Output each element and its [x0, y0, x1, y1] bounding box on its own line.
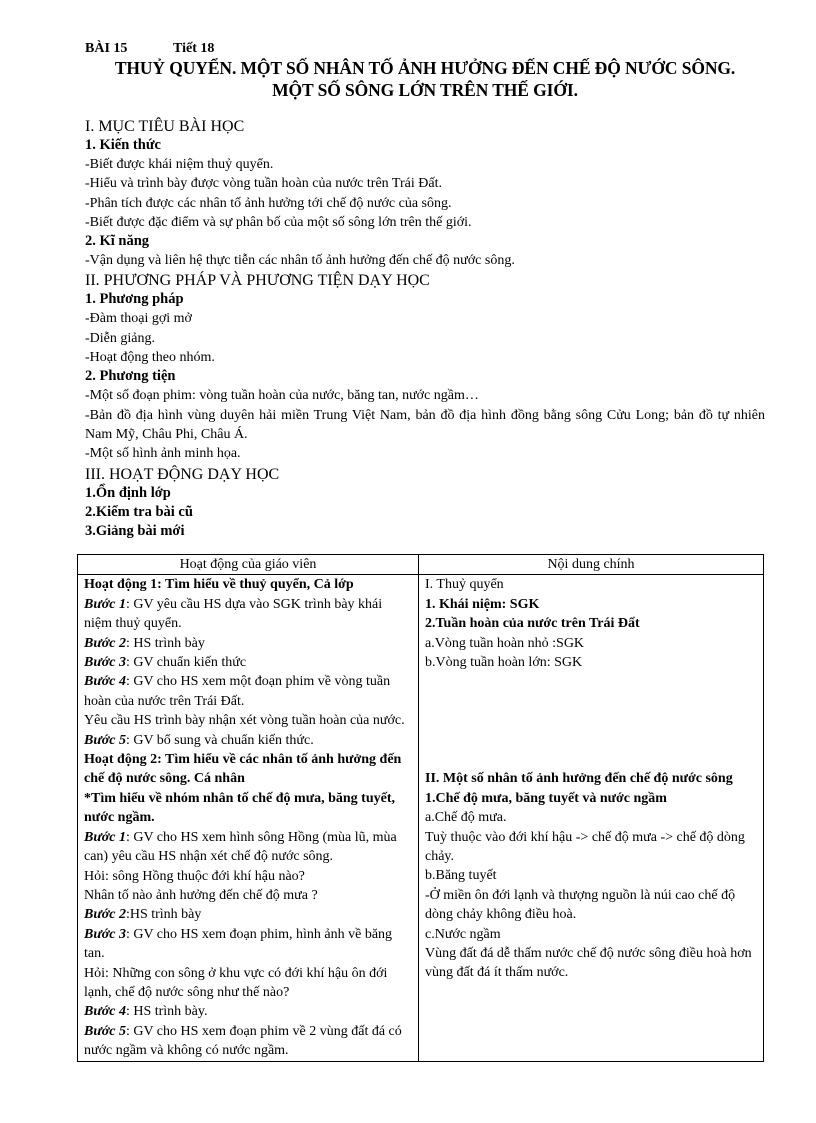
step-text: [84, 1022, 412, 1061]
lesson-number: BÀI 15: [85, 41, 128, 56]
step-question: Nhân tố nào ảnh hưởng đến chế độ mưa ?: [84, 887, 318, 903]
step-label: Bước 2: [84, 635, 126, 651]
content-spacer: [425, 692, 757, 711]
table-header-row: [78, 555, 764, 575]
subsection-heading: 1. Phương pháp: [85, 291, 184, 308]
activity-title: Hoạt động 2: Tìm hiểu về các nhân tố ảnh hưởng đến chế độ nước sông. Cá nhân: [84, 752, 402, 787]
step-body: : GV cho HS xem hình sông Hồng (mùa lũ, mùa can) yêu cầu HS nhận xét chế độ nước sông.: [84, 829, 397, 865]
lesson-activity-table: [77, 554, 764, 1062]
content-line: Vùng đất đá dễ thấm nước chế độ nước sông điều hoà hơn vùng đất đá ít thấm nước.: [425, 946, 752, 981]
section-heading: II. PHƯƠNG PHÁP VÀ PHƯƠNG TIỆN DẠY HỌC: [85, 272, 430, 290]
step-label: Bước 2: [84, 907, 126, 923]
methods-section: [85, 271, 765, 463]
list-item: -Biết được đặc điểm và sự phân bố của một số sông lớn trên thế giới.: [85, 214, 472, 230]
activity-subtitle: *Tìm hiểu về nhóm nhân tố chế độ mưa, băng tuyết, nước ngầm.: [84, 790, 395, 826]
content-line: -Ở miền ôn đới lạnh và thượng nguồn là núi cao chế độ dòng chảy không điều hoà.: [425, 887, 736, 923]
content-line: a.Chế độ mưa.: [425, 810, 507, 826]
step-text: [84, 672, 412, 711]
section-heading: III. HOẠT ĐỘNG DẠY HỌC: [85, 465, 280, 483]
step-text: [84, 731, 412, 750]
step-text: [84, 828, 412, 867]
step-text: [84, 1002, 412, 1021]
step-label: Bước 3: [84, 926, 126, 942]
list-item: -Biết được khái niệm thuỷ quyển.: [85, 157, 274, 172]
content-subheading: 1. Khái niệm: SGK: [425, 596, 540, 612]
step-label: Bước 1: [84, 596, 126, 612]
step-question: Hỏi: Những con sông ở khu vực có đới khí hậu ôn đới lạnh, chế độ nước sông như thế nào?: [84, 965, 388, 1000]
list-item: -Hoạt động theo nhóm.: [85, 350, 215, 366]
content-spacer: [425, 711, 757, 730]
content-subheading: 2.Tuần hoàn của nước trên Trái Đất: [425, 616, 640, 632]
list-item: -Diễn giảng.: [85, 330, 155, 346]
activities-section: [85, 465, 765, 541]
list-item: -Hiểu và trình bày được vòng tuần hoàn của nước trên Trái Đất.: [85, 176, 442, 192]
content-line: b.Vòng tuần hoàn lớn: SGK: [425, 655, 583, 671]
step-body: : HS trình bày.: [125, 1004, 208, 1020]
main-content-cell: [419, 575, 764, 1061]
list-item: -Một số hình ảnh minh họa.: [85, 446, 241, 462]
step-label: Bước 5: [84, 1023, 126, 1039]
document-title: [85, 57, 765, 101]
section-heading: I. MỤC TIÊU BÀI HỌC: [85, 118, 245, 135]
step-extra: Yêu cầu HS trình bày nhận xét vòng tuần hoàn của nước.: [84, 713, 405, 729]
step-label: Bước 4: [84, 674, 126, 690]
content-spacer: [425, 750, 757, 769]
step-text: [84, 595, 412, 634]
content-line: b.Băng tuyết: [425, 868, 497, 884]
step-label: Bước 3: [84, 655, 126, 671]
subsection-heading: 2.Kiểm tra bài cũ: [85, 503, 193, 520]
step-text: [84, 905, 412, 924]
step-label: Bước 5: [84, 732, 126, 748]
content-heading: I. Thuỷ quyển: [425, 577, 504, 593]
step-body: : GV bổ sung và chuẩn kiến thức.: [125, 732, 314, 748]
step-body: : GV yêu cầu HS dựa vào SGK trình bày khái niệm thuỷ quyển.: [84, 596, 383, 632]
step-body: : HS trình bày: [125, 635, 205, 651]
content-line: c.Nước ngầm: [425, 926, 501, 942]
title-line: THUỶ QUYỂN. MỘT SỐ NHÂN TỐ ẢNH HƯỞNG ĐẾN CHẾ ĐỘ NƯỚC SÔNG.: [114, 58, 736, 78]
step-body: : GV cho HS xem đoạn phim, hình ảnh về băng tan.: [84, 926, 393, 962]
content-line: a.Vòng tuần hoàn nhỏ :SGK: [425, 635, 585, 651]
title-line: MỘT SỐ SÔNG LỚN TRÊN THẾ GIỚI.: [272, 80, 578, 100]
column-header-teacher: Hoạt động của giáo viên: [78, 555, 419, 575]
step-label: Bước 1: [84, 829, 126, 845]
subsection-heading: 3.Giảng bài mới: [85, 522, 185, 539]
step-text: [84, 634, 412, 653]
step-body: : GV cho HS xem đoạn phim về 2 vùng đất đá có nước ngầm và không có nước ngầm.: [84, 1023, 402, 1059]
step-label: Bước 4: [84, 1004, 126, 1020]
content-spacer: [425, 672, 757, 691]
teacher-activity-cell: [78, 575, 419, 1061]
content-subheading: 1.Chế độ mưa, băng tuyết và nước ngầm: [425, 790, 667, 806]
subsection-heading: 2. Kĩ năng: [85, 233, 150, 250]
list-item: -Phân tích được các nhân tố ảnh hưởng tới chế độ nước của sông.: [85, 195, 452, 211]
list-item: -Một số đoạn phim: vòng tuần hoàn của nước, băng tan, nước ngầm…: [85, 388, 479, 404]
subsection-heading: 1.Ổn định lớp: [85, 484, 171, 501]
list-item: -Đàm thoại gợi mở: [85, 311, 192, 327]
content-heading: II. Một số nhân tố ảnh hưởng đến chế độ nước sông: [425, 771, 733, 787]
period-number: Tiết 18: [173, 41, 215, 56]
content-spacer: [425, 731, 757, 750]
lesson-header: [85, 40, 765, 57]
subsection-heading: 1. Kiến thức: [85, 137, 161, 153]
step-question: Hỏi: sông Hồng thuộc đới khí hậu nào?: [84, 868, 305, 884]
objectives-section: [85, 117, 765, 270]
activity-title: Hoạt động 1: Tìm hiểu về thuỷ quyển, Cả lớp: [84, 577, 354, 593]
list-item: -Bản đồ địa hình vùng duyên hải miền Trung Việt Nam, bản đồ địa hình đồng bằng sông Cửu Long; bản đồ tự nhiên Nam Mỹ, Châu Phi, Châu Á.: [85, 407, 765, 442]
lesson-plan-page: [85, 40, 765, 541]
step-text: [84, 925, 412, 964]
content-line: Tuỳ thuộc vào đới khí hậu -> chế độ mưa -> chế độ dòng chảy.: [425, 829, 745, 865]
table-row: [78, 575, 764, 1061]
step-body: :HS trình bày: [125, 907, 202, 923]
list-item: -Vận dụng và liên hệ thực tiễn các nhân tố ảnh hưởng đến chế độ nước sông.: [85, 253, 515, 269]
subsection-heading: 2. Phương tiện: [85, 368, 176, 385]
step-body: : GV cho HS xem một đoạn phim về vòng tuần hoàn của nước trên Trái Đất.: [84, 674, 391, 709]
step-body: : GV chuẩn kiến thức: [125, 655, 247, 671]
step-text: [84, 653, 412, 672]
column-header-content: Nội dung chính: [419, 555, 764, 575]
